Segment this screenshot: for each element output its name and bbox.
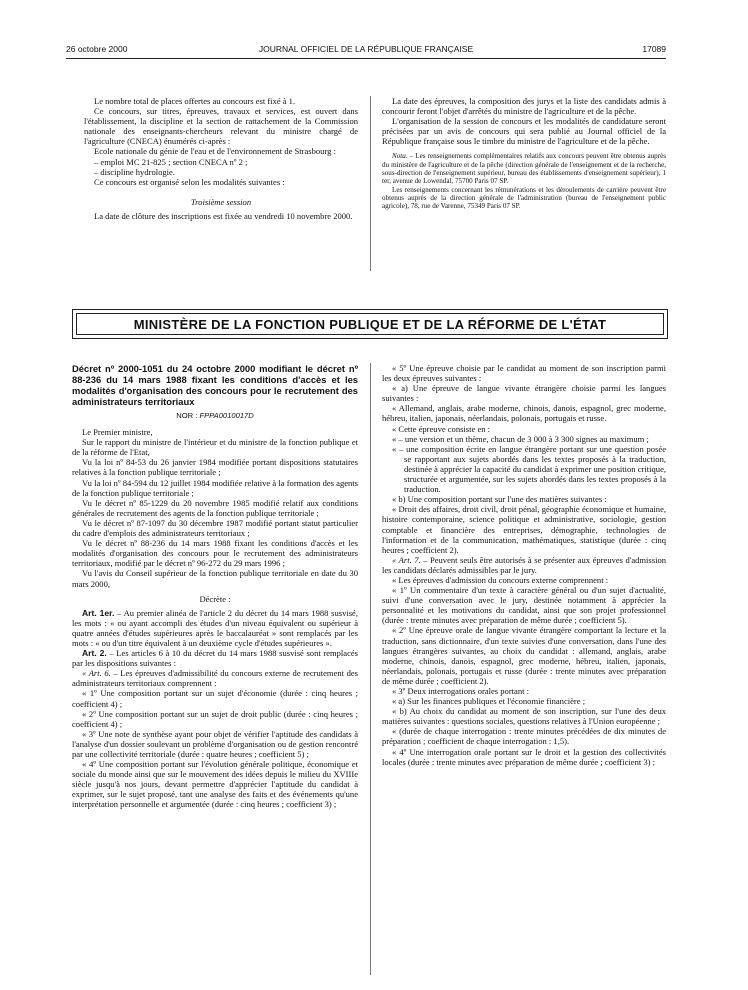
article-label: « Art. 6. [82,668,111,679]
list-item: « 4º Une interrogation orale portant sur le droit et la gestion des collectivités locales (durée : trente minutes avec préparation de même durée ; coefficient 3) ; [382,746,666,767]
header-rule [66,58,666,59]
article-7 [382,555,666,575]
article-1 [72,608,358,648]
nor-reference [72,411,358,421]
list-item: « Les épreuves d'admission du concours externe comprennent : [392,574,609,585]
list-item: « a) Sur les finances publiques et l'économie financière ; [392,696,586,707]
article-text: – Au premier alinéa de l'article 2 du décret du 14 mars 1988 susvisé, les mots : « ou ayant accompli des études d'un niveau équivalent ou supérieur à quatre années d'études supérieures après le baccalauréat » sont remplacés par les mots : « ou d'un titre équivalent à un deuxième cycle d'études supérieures ». [72,607,358,648]
paragraph: Ce concours, sur titres, épreuves, travaux et services, est ouvert dans l'établissement, la discipline et la section de rattachement de la Commission nationale des enseignants-chercheurs relevant du ministre chargé de l'agriculture (CNECA) énumérés ci-après : [84,106,358,147]
paragraph: Sur le rapport du ministre de l'intérieur et du ministre de la fonction publique et de la réforme de l'Etat, [72,437,358,458]
list-item: « Cette épreuve consiste en : [392,423,491,434]
paragraph: Vu le décret nº 85-1229 du 20 novembre 1985 modifié relatif aux conditions générales de recrutement des agents de la fonction publique territoriale ; [72,497,358,518]
decree-title: Décret nº 2000-1051 du 24 octobre 2000 modifiant le décret nº 88-236 du 14 mars 1988 fixant les conditions d'accès et les modalités d'organisation des concours pour le recrutement des administrateurs territoriaux [72,363,358,407]
article-text: – Peuvent seuls être autorisés à se présenter aux épreuves d'admission les candidats déclarés admissibles par le jury. [382,554,666,575]
list-item: « 2º Une composition portant sur un sujet de droit public (durée : cinq heures ; coefficient 4) ; [72,708,358,729]
nota-text: – Les renseignements complémentaires relatifs aux concours peuvent être obtenus auprès du ministère de l'agriculture et de la pêche (direction générale de l'enseignement et de la recherche, sous-direction de l'enseignement supérieur, bureau des établissements d'enseignement supérieur), 1 ter, avenue de Lowendal, 75700 Paris 07 SP. [382,152,666,186]
paragraph: Vu le décret nº 87-1097 du 30 décembre 1987 modifié portant statut particulier du cadre d'emplois des administrateurs territoriaux ; [72,517,358,539]
list-item: « (durée de chaque interrogation : trente minutes précédées de dix minutes de préparation ; coefficient de chaque interrogation : 1,5). [382,726,666,747]
paragraph: Les renseignements concernant les rémunérations et les déroulements de carrière peuvent être obtenus auprès de la direction générale de l'administration (bureau de l'enseignement public agricole), 78, rue de Varenne, 75349 Paris 07 SP. [382,185,666,211]
list-item: « 4º Une composition portant sur l'évolution générale politique, économique et sociale du monde ainsi que sur le mouvement des idées depuis le milieu du XVIIIe siècle jusqu'à nos jours, devant permettre d'apprécier l'aptitude du candidat à exprimer, sur le sujet proposé, tant une analyse des faits et des événements qu'une interprétation personnelle et argumentée (durée : cinq heures ; coefficient 3) ; [72,759,358,810]
article-2 [72,648,358,668]
column-divider [370,96,371,271]
list-item: « 1º Un commentaire d'un texte à caractère général ou d'un sujet d'actualité, suivi d'une conversation avec le jury, destinée notamment à apprécier la personnalité et les motivations du candidat, ainsi que son projet professionnel (durée : trente minutes avec préparation de même durée ; coefficient 5). [382,585,666,626]
header-page-number: 17089 [642,44,666,54]
paragraph: L'organisation de la session de concours et les modalités de candidature seront précisées par un avis de concours qui sera publié au Journal officiel de la République française sous le timbre du ministre de l'agriculture et de la pêche. [382,116,666,147]
column-divider [370,363,371,975]
header-journal-title: JOURNAL OFFICIEL DE LA RÉPUBLIQUE FRANÇAISE [258,44,474,54]
article-6 [72,668,358,688]
top-right-column [382,96,666,211]
list-item: « 3º Une note de synthèse ayant pour objet de vérifier l'aptitude des candidats à l'analyse d'un dossier soulevant un problème d'organisation ou de gestion rencontré par une collectivité territoriale (durée : quatre heures ; coefficient 5) ; [72,728,358,759]
paragraph: Le Premier ministre, [82,427,153,438]
paragraph: Ecole nationale du génie de l'eau et de l'environnement de Strasbourg : [94,146,336,157]
paragraph: – discipline hydrologie. [94,166,175,177]
list-item: « Allemand, anglais, arabe moderne, chinois, danois, espagnol, grec moderne, hébreu, italien, japonais, néerlandais, polonais, portugais et russe. [382,403,666,424]
list-item: « – une version et un thème, chacun de 3 000 à 3 300 signes au maximum ; [392,433,649,444]
decree-right-column [382,363,666,767]
article-text: – Les épreuves d'admissibilité du concours externe de recrutement des administrateurs territoriaux comprennent : [72,668,358,689]
nor-label: NOR : [176,411,200,420]
decree-left-column [72,363,358,810]
page-header [66,44,666,58]
list-item: « – une composition écrite en langue étrangère portant sur une question posée se rapportant aux sujets abordés dans les textes proposés à la traduction, destinée à apprécier la capacité du candidat à exprimer une position critique, structurée et argumentée, sur les sujets abordés dans les textes proposés à la traduction. [392,443,666,495]
list-item: « 5º Une épreuve choisie par le candidat au moment de son inscription parmi les deux épreuves suivantes : [382,363,666,384]
list-item: « b) Au choix du candidat au moment de son inscription, sur l'une des deux matières suivantes : questions sociales, questions relatives à l'Union européenne ; [382,706,666,727]
paragraph: Ce concours est organisé selon les modalités suivantes : [94,176,285,187]
nota-label: Nota. [392,152,408,161]
session-heading: Troisième session [190,196,252,207]
list-item: « 3º Deux interrogations orales portant : [392,686,529,696]
paragraph: La date de clôture des inscriptions est fixée au vendredi 10 novembre 2000. [94,210,353,221]
list-item: « 1º Une composition portant sur un sujet d'économie (durée : cinq heures ; coefficient 4) ; [72,688,358,709]
header-date: 26 octobre 2000 [66,44,128,54]
article-text: – Les articles 6 à 10 du décret du 14 mars 1988 susvisé sont remplacés par les dispositions suivantes : [72,648,358,669]
article-label: Art. 1er. [82,607,115,618]
ministry-title: MINISTÈRE DE LA FONCTION PUBLIQUE ET DE LA RÉFORME DE L'ÉTAT [76,313,664,335]
paragraph: Vu la loi nº 84-53 du 26 janvier 1984 modifiée portant dispositions statutaires relatives à la fonction publique territoriale ; [72,457,358,478]
paragraph: Le nombre total de places offertes au concours est fixé à 1. [94,96,296,106]
nota-paragraph [382,152,666,185]
paragraph: La date des épreuves, la composition des jurys et la liste des candidats admis à concourir feront l'objet d'arrêtés du ministre de l'agriculture et de la pêche. [382,96,666,117]
decrete-heading: Décrète : [199,593,231,604]
list-item: « 2º Une épreuve orale de langue vivante étrangère comportant la lecture et la traduction, sans dictionnaire, d'un texte suivies d'une conversation, dans l'une des langues étrangères suivantes, au choix du candidat : allemand, anglais, arabe moderne, chinois, danois, espagnol, grec moderne, hébreu, italien, japonais, néerlandais, polonais, portugais et russe (durée : trente minutes avec préparation de même durée ; coefficient 2). [382,625,666,686]
top-left-column [84,96,358,221]
list-item: « b) Une composition portant sur l'une des matières suivantes : [392,494,607,505]
article-label: « Art. 7. [392,554,421,565]
nor-code: FPPA0010017D [199,411,254,420]
ministry-banner [72,309,668,339]
paragraph: Vu la loi nº 84-594 du 12 juillet 1984 modifiée relative à la formation des agents de la fonction publique territoriale ; [72,477,358,498]
article-label: Art. 2. [82,648,107,659]
paragraph: Vu l'avis du Conseil supérieur de la fonction publique territoriale en date du 30 mars 2000, [72,568,358,589]
list-item: « Droit des affaires, droit civil, droit pénal, géographie économique et humaine, histoire contemporaine, science politique et administrative, sociologie, gestion comptable et financière des entreprises, démographie, technologies de l'information et de la communication, mathématiques, statistique (durée : cinq heures ; coefficient 2). [382,504,666,555]
list-item: « a) Une épreuve de langue vivante étrangère choisie parmi les langues suivantes : [382,383,666,404]
paragraph: Vu le décret nº 88-236 du 14 mars 1988 fixant les conditions d'accès et les modalités d'organisation des concours pour le recrutement des administrateurs territoriaux, modifié par le décret nº 96-272 du 29 mars 1996 ; [72,538,358,569]
paragraph: – emploi MC 21-825 ; section CNECA nº 2 ; [94,156,248,167]
